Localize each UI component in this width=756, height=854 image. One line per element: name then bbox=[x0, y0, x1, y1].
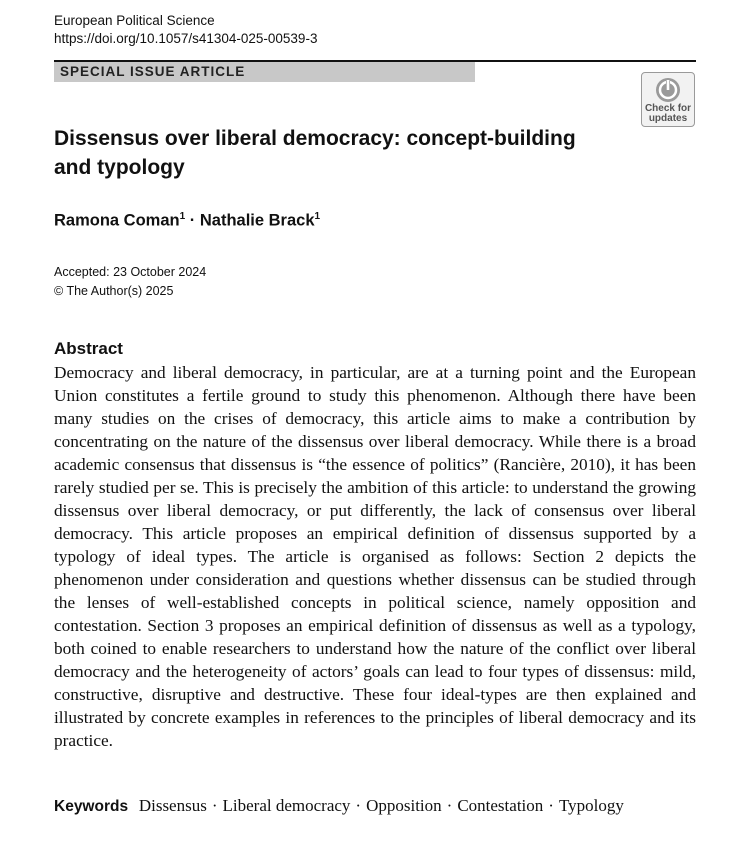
publication-dates bbox=[54, 263, 206, 301]
keyword-item: Dissensus bbox=[138, 796, 207, 815]
keywords-line bbox=[54, 796, 624, 816]
keyword-item: Contestation bbox=[457, 796, 544, 815]
keyword-item: Typology bbox=[558, 796, 624, 815]
check-for-updates-badge[interactable] bbox=[641, 72, 695, 127]
keyword-item: Liberal democracy bbox=[222, 796, 351, 815]
abstract-heading: Abstract bbox=[54, 339, 123, 358]
keyword-separator: · bbox=[446, 796, 453, 815]
keywords-label: Keywords bbox=[54, 798, 129, 815]
keyword-item: Opposition bbox=[366, 796, 442, 815]
copyright-notice: © The Author(s) 2025 bbox=[54, 284, 174, 298]
author-name[interactable]: Nathalie Brack bbox=[199, 211, 315, 230]
check-updates-icon bbox=[654, 76, 682, 104]
journal-header bbox=[54, 12, 317, 48]
keyword-separator: · bbox=[211, 796, 218, 815]
section-label: SPECIAL ISSUE ARTICLE bbox=[54, 62, 475, 82]
keyword-separator: · bbox=[355, 796, 362, 815]
check-updates-line2: updates bbox=[648, 113, 688, 124]
accepted-date: Accepted: 23 October 2024 bbox=[54, 265, 207, 279]
author-name[interactable]: Ramona Coman bbox=[54, 211, 180, 230]
article-title: Dissensus over liberal democracy: concept-building and typology bbox=[54, 127, 576, 179]
abstract-text: Democracy and liberal democracy, in particular, are at a turning point and the European Union constitutes a fertile ground to study this phenomenon. Although there have been many studies on the crises of democracy, this article aims to make a contribution by concentrating on the nature of the dissensus over liberal democracy. While there is a broad academic consensus that dissensus is “the essence of politics” (Rancière, 2010), it has been rarely studied per se. This is precisely the ambition of this article: to understand the growing dissensus over liberal democracy, or put differently, the lack of consensus over liberal democracy. This article proposes an empirical definition of dissensus supported by a typology of ideal types. The article is organised as follows: Section 2 depicts the phenomenon under consideration and questions whether dissensus can be studied through the lenses of well-established concepts in political science, namely opposition and contestation. Section 3 proposes an empirical definition of dissensus as well as a typology, both coined to enable researchers to understand how the nature of the conflict over liberal democracy and the heterogeneity of actors’ goals can lead to four types of dissensus: mild, constructive, disruptive and destructive. These four ideal-types are then explained and illustrated by concrete examples in references to the principles of liberal democracy and its practice. bbox=[54, 363, 696, 750]
doi-link[interactable]: https://doi.org/10.1057/s41304-025-00539-3 bbox=[54, 31, 318, 46]
author-affiliation: 1 bbox=[179, 211, 186, 222]
keyword-separator: · bbox=[548, 796, 554, 815]
author-separator: · bbox=[189, 211, 196, 230]
author-list bbox=[54, 211, 320, 231]
author-affiliation: 1 bbox=[314, 211, 321, 222]
check-updates-line1: Check for bbox=[644, 103, 692, 114]
journal-name: European Political Science bbox=[54, 13, 215, 28]
